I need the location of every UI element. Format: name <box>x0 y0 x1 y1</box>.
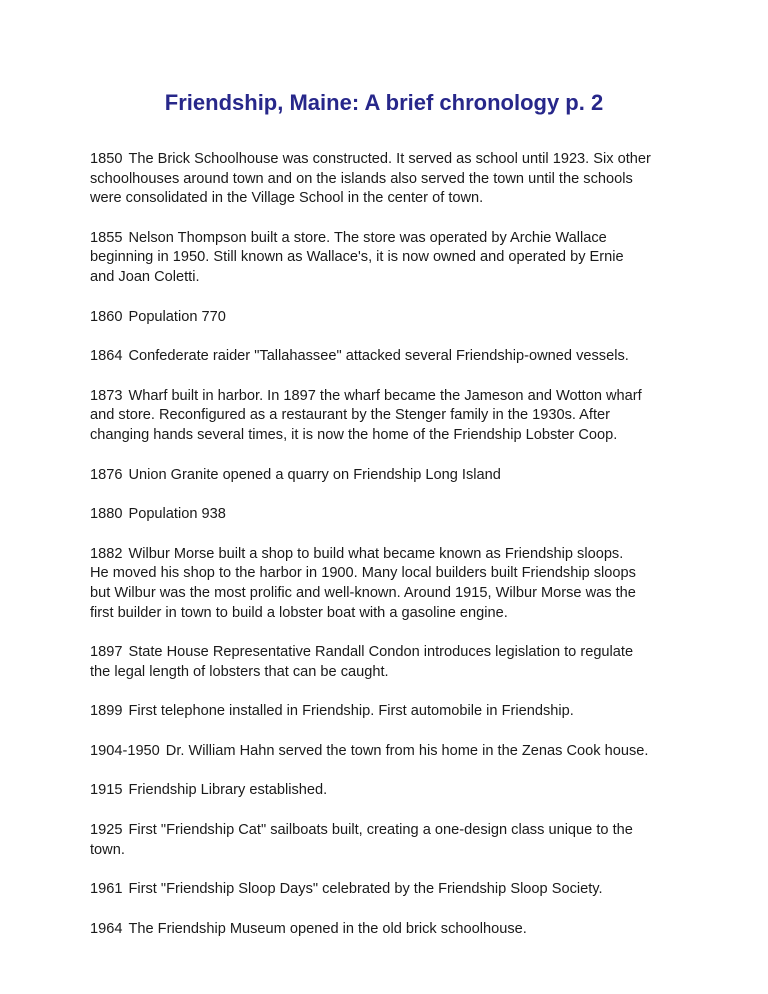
entry-text-line: schoolhouses around town and on the islands also served the town until the schools <box>90 170 633 187</box>
entry-text-line: The Brick Schoolhouse was constructed. It served as school until 1923. Six other <box>128 151 651 167</box>
entry-year: 1897 <box>90 644 123 661</box>
entry-text-line: beginning in 1950. Still known as Wallace's, it is now owned and operated by Ernie <box>90 249 624 266</box>
entry-text-line: He moved his shop to the harbor in 1900. Many local builders built Friendship sloops <box>90 565 636 582</box>
chronology-entry <box>90 880 690 900</box>
chronology-entry <box>90 505 690 525</box>
entry-year: 1850 <box>90 151 123 167</box>
page-title: Friendship, Maine: A brief chronology p. 2 <box>164 90 604 115</box>
entry-text-line: First "Friendship Sloop Days" celebrated by the Friendship Sloop Society. <box>128 881 603 898</box>
entry-text-line: were consolidated in the Village School in the center of town. <box>90 190 484 207</box>
entry-text-line: first builder in town to build a lobster boat with a gasoline engine. <box>90 604 508 621</box>
entry-year: 1904-1950 <box>90 742 160 759</box>
entry-year: 1880 <box>90 506 123 523</box>
entry-text-line: Population 938 <box>128 506 226 523</box>
chronology-entry <box>90 308 690 328</box>
chronology-entry <box>90 545 690 623</box>
entry-year: 1855 <box>90 229 123 246</box>
entry-text-line: First telephone installed in Friendship. First automobile in Friendship. <box>128 703 574 720</box>
chronology-entry <box>90 229 690 288</box>
chronology-entry <box>90 821 690 860</box>
entry-year: 1860 <box>90 308 123 325</box>
entry-year: 1899 <box>90 703 123 720</box>
chronology-entry <box>90 781 690 801</box>
chronology-entry <box>90 643 690 682</box>
entry-text-line: Wharf built in harbor. In 1897 the wharf became the Jameson and Wotton wharf <box>128 387 642 404</box>
entry-text-line: but Wilbur was the most prolific and well-known. Around 1915, Wilbur Morse was the <box>90 584 636 601</box>
entry-text-line: State House Representative Randall Condon introduces legislation to regulate <box>128 644 634 661</box>
entry-year: 1864 <box>90 348 123 365</box>
entry-text-line: Wilbur Morse built a shop to build what became known as Friendship sloops. <box>128 545 624 562</box>
chronology-entry <box>90 347 690 367</box>
entry-text-line: Friendship Library established. <box>128 782 328 799</box>
entry-year: 1961 <box>90 881 123 898</box>
chronology-entry <box>90 150 690 209</box>
entry-text-line: Dr. William Hahn served the town from his home in the Zenas Cook house. <box>165 742 649 759</box>
entry-text-line: First "Friendship Cat" sailboats built, creating a one-design class unique to the <box>128 822 633 839</box>
entry-text-line: Confederate raider "Tallahassee" attacked several Friendship-owned vessels. <box>128 348 629 365</box>
entry-year: 1873 <box>90 387 123 404</box>
entry-year: 1964 <box>90 920 123 937</box>
entry-year: 1925 <box>90 822 123 839</box>
entry-text-line: Union Granite opened a quarry on Friendship Long Island <box>128 466 501 483</box>
entry-year: 1915 <box>90 782 123 799</box>
chronology-list <box>90 150 690 959</box>
entry-text-line: the legal length of lobsters that can be caught. <box>90 663 389 680</box>
entry-text-line: and store. Reconfigured as a restaurant by the Stenger family in the 1930s. After <box>90 407 611 424</box>
entry-text-line: Nelson Thompson built a store. The store was operated by Archie Wallace <box>128 229 607 246</box>
chronology-entry <box>90 702 690 722</box>
entry-text-line: changing hands several times, it is now the home of the Friendship Lobster Coop. <box>90 426 618 443</box>
entry-year: 1882 <box>90 545 123 562</box>
entry-text-line: The Friendship Museum opened in the old brick schoolhouse. <box>128 920 527 937</box>
chronology-entry <box>90 742 690 762</box>
chronology-entry <box>90 920 690 940</box>
entry-text-line: and Joan Coletti. <box>90 268 200 285</box>
entry-year: 1876 <box>90 466 123 483</box>
chronology-entry <box>90 466 690 486</box>
entry-text-line: Population 770 <box>128 308 226 325</box>
entry-text-line: town. <box>90 841 125 858</box>
chronology-entry <box>90 387 690 446</box>
